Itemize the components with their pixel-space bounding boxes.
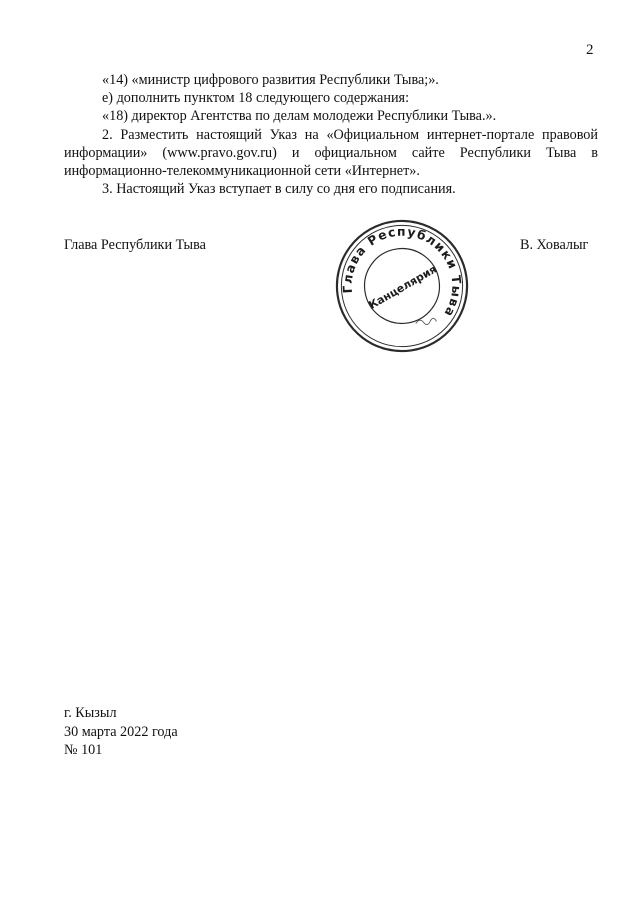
paragraph-amendment-e: е) дополнить пунктом 18 следующего содержания: bbox=[102, 90, 410, 107]
document-footer bbox=[64, 704, 178, 760]
paragraph-item-18: «18) директор Агентства по делам молодежи Республики Тыва.». bbox=[102, 108, 497, 125]
svg-text:Глава Республики Тыва bbox=[333, 217, 468, 335]
paragraph-publication: 2. Разместить настоящий Указ на «Официальном интернет-портале правовой информации» (www.pravo.gov.ru) и официальном сайте Республики Тыва в информационно-телекоммуникационной сети «Интернет». bbox=[64, 126, 598, 180]
footer-number: № 101 bbox=[64, 742, 103, 758]
signatory-name: В. Ховалыг bbox=[520, 237, 589, 253]
paragraph-effective-date: 3. Настоящий Указ вступает в силу со дня его подписания. bbox=[102, 181, 456, 198]
stamp-inner-text: Канцелярия bbox=[366, 262, 439, 312]
footer-city: г. Кызыл bbox=[64, 705, 117, 721]
signatory-position: Глава Республики Тыва bbox=[64, 237, 206, 253]
document-body bbox=[64, 71, 598, 198]
paragraph-item-14: «14) «министр цифрового развития Республики Тыва;». bbox=[102, 72, 439, 88]
stamp-outer-text: Глава Республики Тыва bbox=[340, 224, 464, 320]
footer-date: 30 марта 2022 года bbox=[64, 723, 178, 740]
page-number: 2 bbox=[586, 42, 594, 58]
office-stamp bbox=[333, 217, 471, 355]
